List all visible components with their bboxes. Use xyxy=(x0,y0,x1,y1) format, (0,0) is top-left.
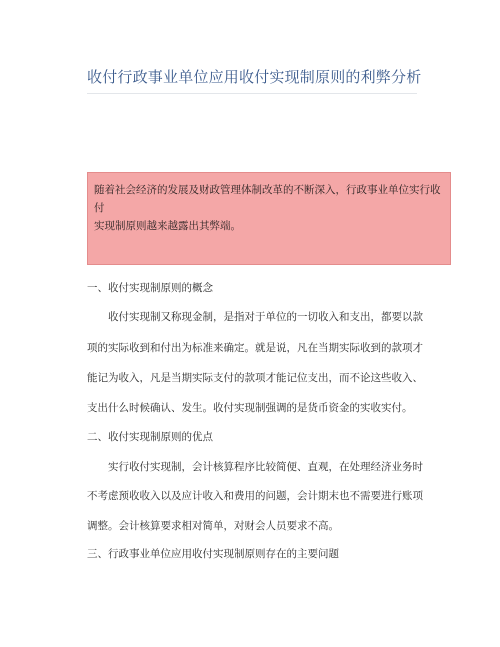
section-heading-2: 二、收付实现制原则的优点 xyxy=(87,431,213,443)
document-title: 收付行政事业单位应用收付实现制原则的利弊分析 xyxy=(87,68,422,86)
section-2-line-3: 调整。会计核算要求相对简单，对财会人员要求不高。 xyxy=(87,520,339,532)
section-1-line-4: 支出什么时候确认、发生。收付实现制强调的是货币资金的实收实付。 xyxy=(87,402,413,414)
callout-line-1: 随着社会经济的发展及财政管理体制改革的不断深入，行政事业单位实行收付 xyxy=(94,184,441,214)
callout-line-2: 实现制原则越来越露出其弊端。 xyxy=(94,220,241,232)
title-divider xyxy=(87,93,417,94)
section-2-line-1: 实行收付实现制，会计核算程序比较简便、直观，在处理经济业务时 xyxy=(108,461,423,473)
section-1-line-2: 项的实际收到和付出为标准来确定。就是说，凡在当期实际收到的款项才 xyxy=(87,342,423,354)
section-heading-3: 三、行政事业单位应用收付实现制原则存在的主要问题 xyxy=(87,548,339,560)
section-2-line-2: 不考虑预收收入以及应计收入和费用的问题，会计期末也不需要进行账项 xyxy=(87,490,423,502)
section-heading-1: 一、收付实现制原则的概念 xyxy=(87,282,213,294)
summary-callout xyxy=(87,172,451,265)
section-1-line-3: 能记为收入，凡是当期实际支付的款项才能记位支出，而不论这些收入、 xyxy=(87,372,423,384)
section-1-line-1: 收付实现制又称现金制，是指对于单位的一切收入和支出，都要以款 xyxy=(108,311,423,323)
